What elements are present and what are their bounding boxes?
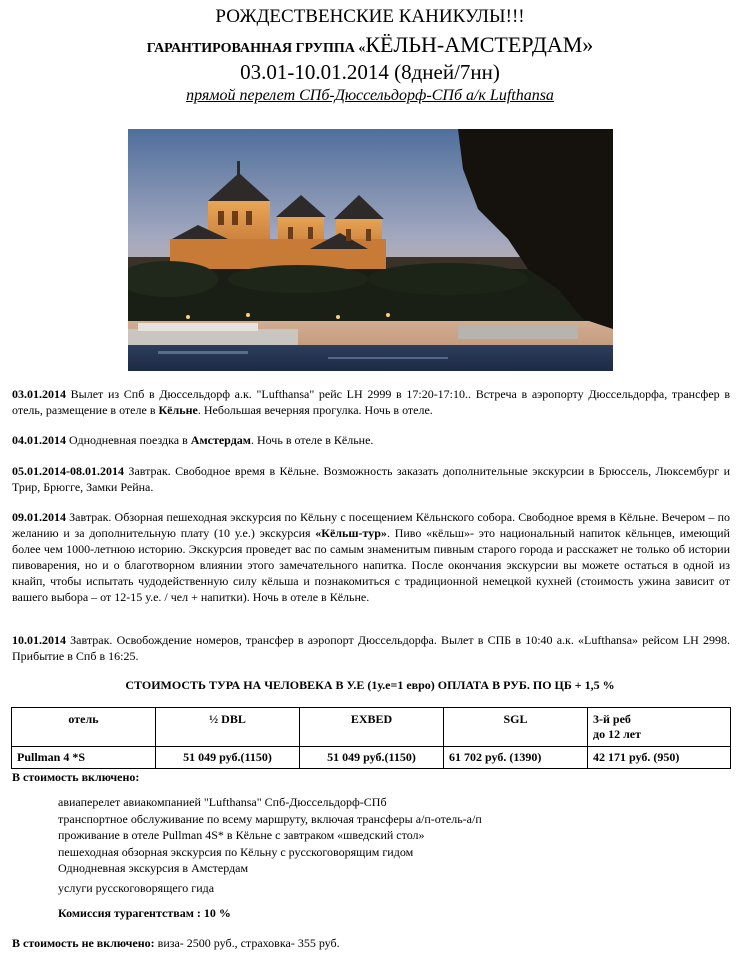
- included-title: В стоимость включено:: [12, 770, 140, 784]
- price-cell: 51 049 руб.(1150): [300, 747, 444, 769]
- list-item: транспортное обслуживание по всему маршруту, включая трансферы а/п-отель-а/п: [58, 811, 482, 826]
- price-cell: 51 049 руб.(1150): [156, 747, 300, 769]
- header-line: 3-й реб: [593, 712, 631, 726]
- list-item: услуги русскоговорящего гида: [58, 880, 215, 895]
- table-header-row: [12, 708, 731, 747]
- price-title: СТОИМОСТЬ ТУРА НА ЧЕЛОВЕКА В У.Е (1у.е=1 евро) ОПЛАТА В РУБ. ПО ЦБ + 1,5 %: [125, 678, 615, 692]
- day-paragraph: [12, 386, 730, 418]
- day-date: 04.01.2014: [12, 433, 66, 447]
- list-item: Однодневная экскурсия в Амстердам: [58, 861, 249, 875]
- group-title-suffix: »: [582, 32, 594, 57]
- day-date: 09.01.2014: [12, 510, 66, 524]
- group-title-route: КЁЛЬН-АМСТЕРДАМ: [365, 32, 583, 57]
- day-highlight: «Кёльш-тур»: [315, 526, 387, 540]
- day-text: . Небольшая вечерняя прогулка. Ночь в отеле.: [197, 403, 433, 417]
- day-date: 05.01.2014-08.01.2014: [12, 464, 124, 478]
- table-header-cell: EXBED: [300, 708, 444, 747]
- header-line: до 12 лет: [593, 727, 642, 741]
- table-row: [12, 747, 731, 769]
- day-text: Вылет из Спб в Дюссельдорф а.к. "Lufthansa" рейс LH 2999 в 17:20-17:10.. Встреча в аэропорту Дюссельдорфа, трансфер в отель, размещение в отеле в: [12, 387, 730, 417]
- cologne-photo: [128, 129, 613, 371]
- day-text: Завтрак. Освобождение номеров, трансфер в аэропорт Дюссельдорфа. Вылет в СПБ в 10:40 а.к. «Lufthansa» рейсом LH 2998. Прибытие в Спб в 16:25.: [12, 633, 730, 663]
- day-highlight: Кёльне: [158, 403, 198, 417]
- price-cell: 61 702 руб. (1390): [444, 747, 588, 769]
- hotel-cell: Pullman 4 *S: [12, 747, 156, 769]
- day-date: 10.01.2014: [12, 633, 66, 647]
- not-included-text: виза- 2500 руб., страховка- 355 руб.: [154, 936, 340, 950]
- list-item: пешеходная обзорная экскурсия по Кёльну с русскоговорящим гидом: [58, 844, 414, 859]
- day-date: 03.01.2014: [12, 387, 66, 401]
- day-text: Однодневная поездка в: [66, 433, 191, 447]
- day-text: Завтрак. Свободное время в Кёльне. Возможность заказать дополнительные экскурсии в Брюссель, Люксембург и Трир, Брюгге, Замки Рейна.: [12, 464, 730, 494]
- price-table: [11, 707, 731, 769]
- group-title-prefix: ГАРАНТИРОВАННАЯ ГРУППА «: [146, 41, 366, 56]
- day-text: Завтрак. Обзорная пешеходная экскурсия по Кёльну с посещением Кёльнского собора. Свободное время в Кёльне. Вечером – по желанию и за дополнительную плату (10 у.е.) экскурсия: [12, 510, 730, 540]
- day-paragraph: [12, 432, 730, 448]
- price-cell: 42 171 руб. (950): [588, 747, 731, 769]
- group-title: [0, 32, 740, 58]
- table-header-cell: отель: [12, 708, 156, 747]
- table-header-cell: [588, 708, 731, 747]
- day-paragraph: [12, 632, 730, 664]
- not-included: [12, 936, 340, 951]
- table-header-cell: ½ DBL: [156, 708, 300, 747]
- list-item: проживание в отеле Pullman 4S* в Кёльне с завтраком «шведский стол»: [58, 828, 425, 842]
- day-paragraph: [12, 463, 730, 495]
- table-header-cell: SGL: [444, 708, 588, 747]
- day-highlight: Амстердам: [190, 433, 251, 447]
- included-list: [58, 794, 482, 896]
- tour-dates: 03.01-10.01.2014 (8дней/7нн): [240, 60, 500, 84]
- day-text: . Пиво «кёльш»- это национальный напиток кёльнцев, имеющий более чем 1000-летнюю историю. Экскурсия проведет вас по самым знаменитым пивным старого города и расскажет не только об истории пивоварения, но и о благотворном влиянии этого замечательного напитка. После окончания экскурсии вы можете остаться в одной из кнайп, чтобы испытать чудодейственную силу кёльша и познакомиться с традиционной немецкой кухней (стоимость ужина зависит от вашего выбора – от 12-15 у.е. / чел + напитки). Ночь в отеле в Кёльне.: [12, 526, 730, 604]
- agency-commission: Комиссия турагентствам : 10 %: [58, 906, 231, 920]
- flight-info: прямой перелет СПб-Дюссельдорф-СПб а/к Lufthansa: [186, 87, 554, 104]
- day-text: . Ночь в отеле в Кёльне.: [250, 433, 374, 447]
- title-line: РОЖДЕСТВЕНСКИЕ КАНИКУЛЫ!!!: [215, 6, 525, 27]
- list-item: авиаперелет авиакомпанией "Lufthansa" Спб-Дюссельдорф-СПб: [58, 795, 387, 809]
- not-included-label: В стоимость не включено:: [12, 936, 155, 950]
- day-paragraph: [12, 509, 730, 605]
